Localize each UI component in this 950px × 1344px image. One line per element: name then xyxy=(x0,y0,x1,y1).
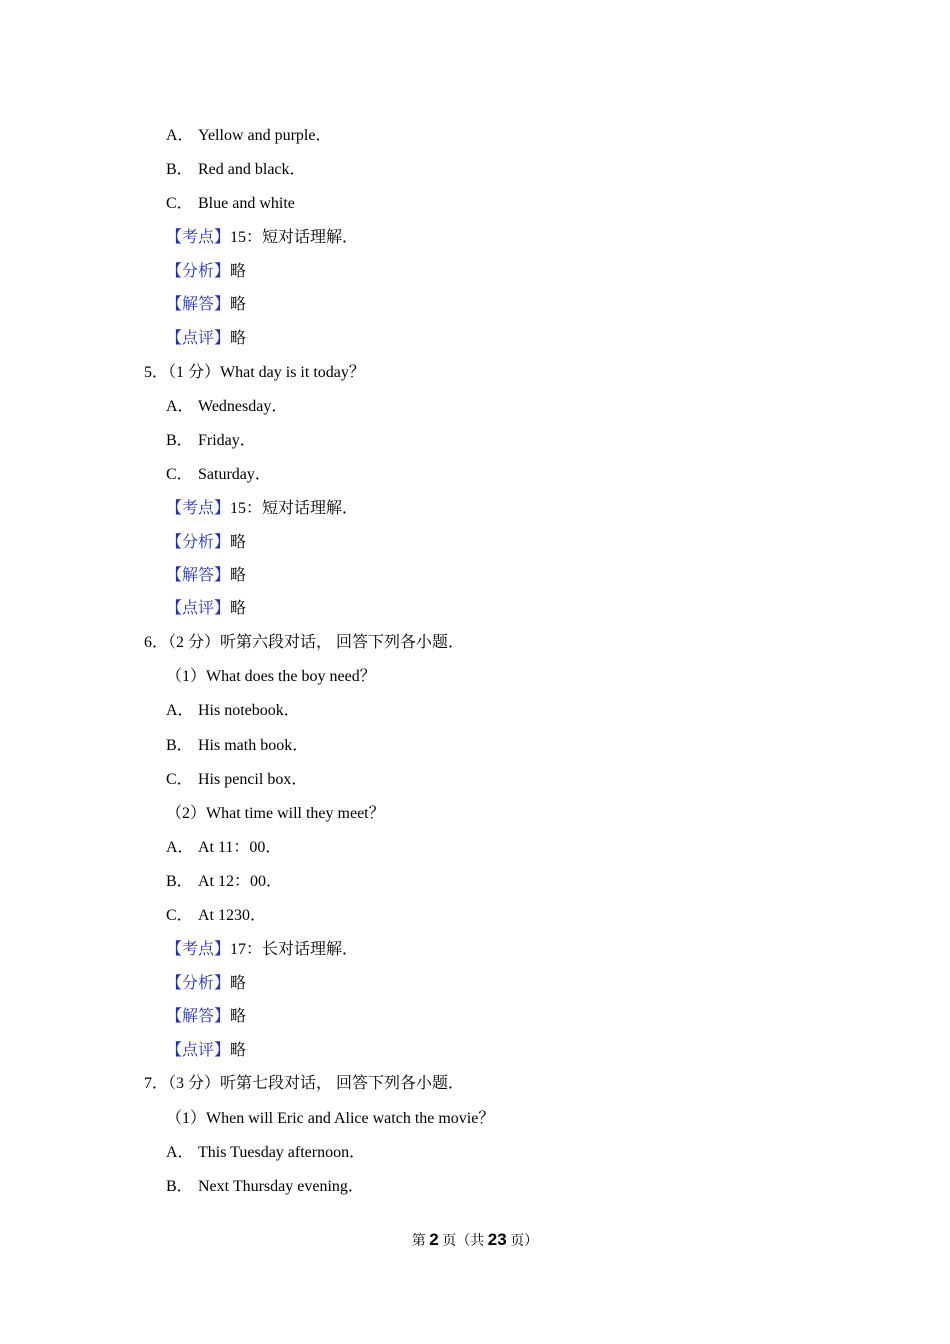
option-line xyxy=(166,126,331,146)
option-line xyxy=(166,1177,364,1197)
option-text: Saturday． xyxy=(198,466,271,483)
page-footer xyxy=(0,1230,950,1252)
option-letter: A． xyxy=(166,398,194,415)
option-letter: A． xyxy=(166,127,194,144)
footer-middle: 页（共 xyxy=(438,1234,488,1249)
analysis-text: 略 xyxy=(230,263,247,280)
option-letter: C． xyxy=(166,907,193,924)
footer-suffix: 页） xyxy=(506,1234,539,1249)
question-6-stem: 6．（2 分）听第六段对话， 回答下列各小题． xyxy=(144,634,465,651)
tag-jieda: 【解答】 xyxy=(166,296,231,313)
tag-kaodian: 【考点】 xyxy=(166,229,231,246)
tag-jieda: 【解答】 xyxy=(166,1008,231,1025)
analysis-text: 略 xyxy=(230,567,247,584)
analysis-text: 略 xyxy=(230,975,247,992)
option-text: Blue and white xyxy=(198,195,295,212)
analysis-text: 15：短对话理解． xyxy=(230,500,359,517)
page-number: 2 xyxy=(429,1230,439,1249)
analysis-text: 17：长对话理解． xyxy=(230,941,359,958)
option-line xyxy=(166,872,282,892)
total-pages: 23 xyxy=(487,1230,507,1249)
tag-dianping: 【点评】 xyxy=(166,600,231,617)
option-letter: B． xyxy=(166,161,193,178)
tag-fenxi: 【分析】 xyxy=(166,975,231,992)
option-text: Friday． xyxy=(198,432,256,449)
analysis-line xyxy=(166,295,246,315)
option-text: His notebook． xyxy=(198,702,300,719)
option-line xyxy=(166,1143,365,1163)
sub-question-6-1: （1）What does the boy need？ xyxy=(166,668,376,685)
footer-prefix: 第 xyxy=(411,1234,430,1249)
analysis-text: 略 xyxy=(230,1008,247,1025)
tag-fenxi: 【分析】 xyxy=(166,263,231,280)
option-line xyxy=(166,770,307,790)
option-line xyxy=(166,160,306,180)
option-letter: A． xyxy=(166,839,194,856)
option-line xyxy=(166,701,300,721)
option-line xyxy=(166,736,308,756)
tag-kaodian: 【考点】 xyxy=(166,941,231,958)
option-line xyxy=(166,431,256,451)
option-letter: B． xyxy=(166,873,193,890)
analysis-text: 略 xyxy=(230,330,247,347)
analysis-line xyxy=(166,599,246,619)
option-letter: B． xyxy=(166,432,193,449)
sub-question-7-1: （1）When will Eric and Alice watch the movie？ xyxy=(166,1110,495,1127)
option-text: At 11：00． xyxy=(198,839,282,856)
option-letter: B． xyxy=(166,737,193,754)
option-line xyxy=(166,397,287,417)
analysis-line xyxy=(166,940,358,960)
tag-jieda: 【解答】 xyxy=(166,567,231,584)
option-letter: C． xyxy=(166,195,193,212)
analysis-line xyxy=(166,1007,246,1027)
question-5-stem: 5．（1 分）What day is it today？ xyxy=(144,364,365,381)
option-line xyxy=(166,194,295,214)
option-text: Yellow and purple． xyxy=(198,127,332,144)
analysis-text: 15：短对话理解． xyxy=(230,229,359,246)
analysis-text: 略 xyxy=(230,600,247,617)
option-line xyxy=(166,465,271,485)
analysis-line xyxy=(166,262,246,282)
option-text: This Tuesday afternoon． xyxy=(198,1144,366,1161)
option-line xyxy=(166,838,281,858)
analysis-line xyxy=(166,533,246,553)
tag-kaodian: 【考点】 xyxy=(166,500,231,517)
tag-dianping: 【点评】 xyxy=(166,330,231,347)
option-text: At 12：00． xyxy=(198,873,283,890)
option-text: Wednesday． xyxy=(198,398,288,415)
analysis-text: 略 xyxy=(230,534,247,551)
analysis-line xyxy=(166,566,246,586)
question-7-stem: 7．（3 分）听第七段对话， 回答下列各小题． xyxy=(144,1075,465,1092)
analysis-line xyxy=(166,1041,246,1061)
option-line xyxy=(166,906,266,926)
option-text: His pencil box． xyxy=(198,771,308,788)
analysis-text: 略 xyxy=(230,296,247,313)
option-letter: B． xyxy=(166,1178,193,1195)
option-letter: C． xyxy=(166,771,193,788)
option-text: Red and black． xyxy=(198,161,306,178)
option-text: His math book． xyxy=(198,737,309,754)
option-letter: A． xyxy=(166,1144,194,1161)
sub-question-6-2: （2）What time will they meet？ xyxy=(166,805,385,822)
analysis-text: 略 xyxy=(230,1042,247,1059)
tag-fenxi: 【分析】 xyxy=(166,534,231,551)
analysis-line xyxy=(166,329,246,349)
option-letter: C． xyxy=(166,466,193,483)
option-text: At 1230． xyxy=(198,907,267,924)
option-text: Next Thursday evening． xyxy=(198,1178,364,1195)
analysis-line xyxy=(166,228,358,248)
tag-dianping: 【点评】 xyxy=(166,1042,231,1059)
analysis-line xyxy=(166,974,246,994)
option-letter: A． xyxy=(166,702,194,719)
analysis-line xyxy=(166,499,358,519)
